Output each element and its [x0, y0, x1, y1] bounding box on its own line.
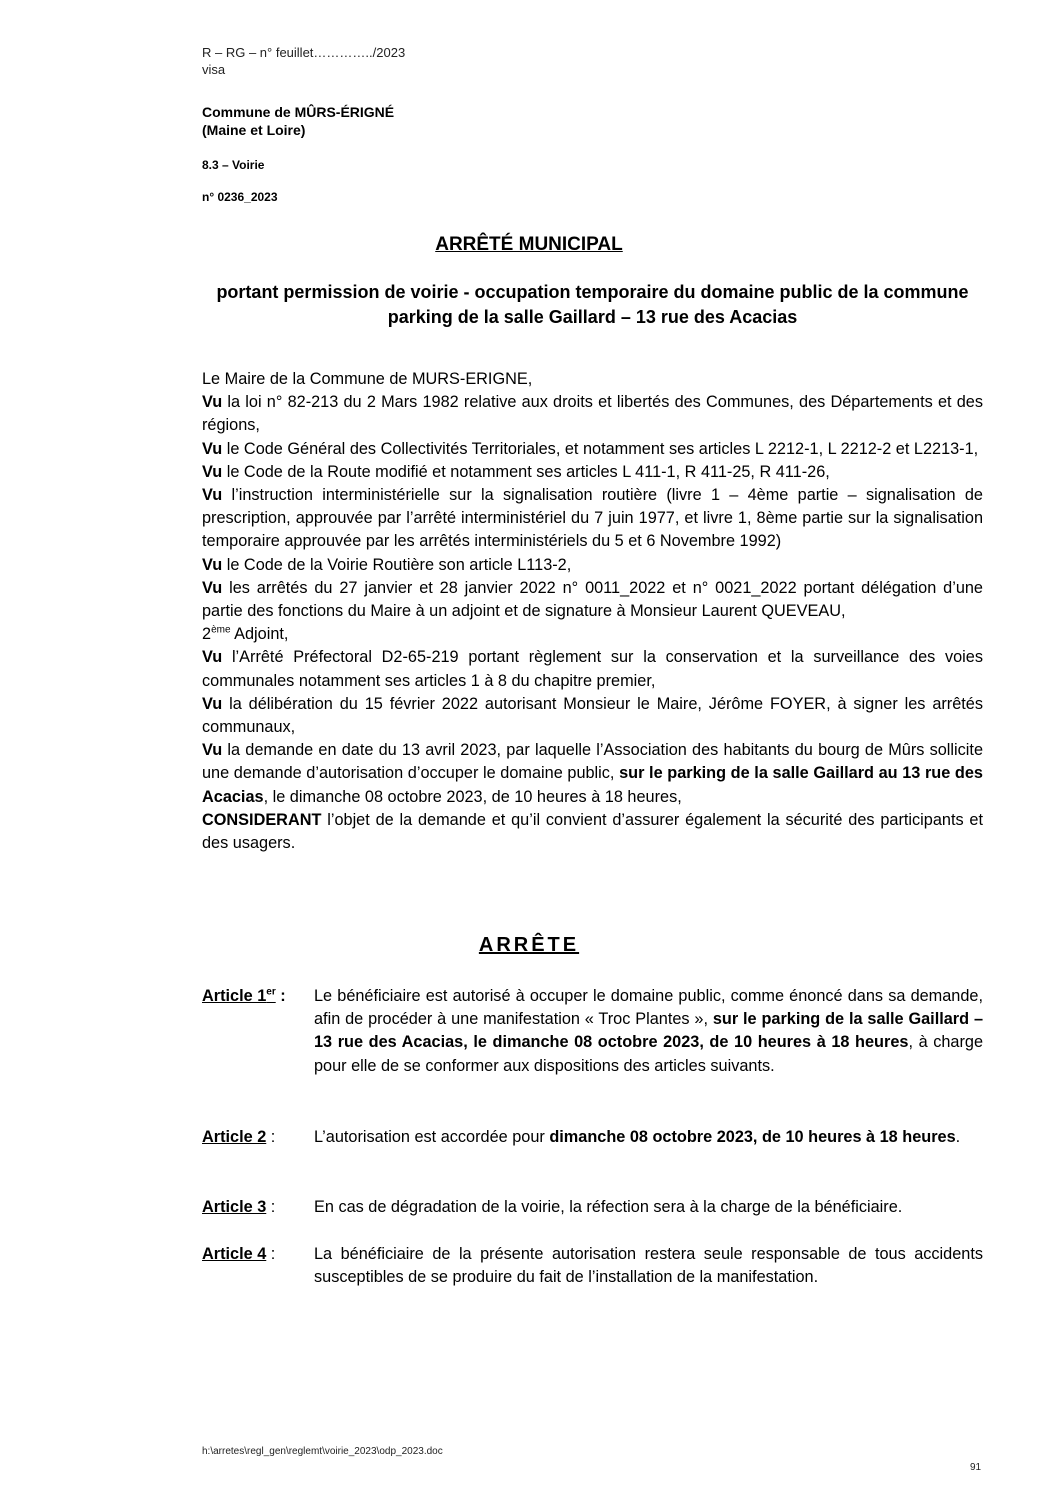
- vu-text-end: , le dimanche 08 octobre 2023, de 10 heures à 18 heures,: [263, 787, 682, 806]
- article-2-label: [202, 1126, 275, 1149]
- vu-keyword: Vu: [202, 648, 223, 667]
- vu-text: le Code de la Voirie Routière son article L113-2,: [226, 555, 572, 574]
- vu-clause: [202, 577, 983, 647]
- considerant-text: l’objet de la demande et qu’il convient d’assurer également la sécurité des participants et des usagers.: [202, 810, 983, 853]
- vu-keyword: Vu: [202, 741, 223, 760]
- article-3-colon: :: [266, 1198, 276, 1216]
- article-1-text: [314, 985, 983, 1078]
- adjoint-rank-suffix: ème: [211, 624, 231, 636]
- department-name: (Maine et Loire): [202, 122, 306, 138]
- article-1-text-start: Le bénéficiaire est autorisé à occuper le domaine public, comme énoncé dans sa demande, afin de procéder à une manifestation « Troc Plantes »,: [314, 987, 983, 1029]
- vu-clause: [202, 554, 983, 577]
- reference-line: R – RG – n° feuillet…………../2023: [202, 45, 406, 60]
- vu-text: la délibération du 15 février 2022 autorisant Monsieur le Maire, Jérôme FOYER, à signer les arrêtés communaux,: [202, 694, 983, 737]
- vu-clause: [202, 693, 983, 739]
- article-2-text-end: .: [955, 1128, 961, 1146]
- article-1-colon: :: [275, 987, 286, 1005]
- vu-text: l’Arrêté Préfectoral D2-65-219 portant règlement sur la conservation et la surveillance des voies communales notamment ses articles 1 à 8 du chapitre premier,: [202, 648, 983, 690]
- file-path: h:\arretes\regl_gen\reglemt\voirie_2023\odp_2023.doc: [202, 1446, 443, 1457]
- vu-keyword: Vu: [202, 462, 223, 481]
- article-1-suffix: er: [266, 986, 276, 998]
- article-3-text: En cas de dégradation de la voirie, la réfection sera à la charge de la bénéficiaire.: [314, 1198, 903, 1216]
- vu-text: l’instruction interministérielle sur la signalisation routière (livre 1 – 4ème partie – signalisation de prescription, approuvée par l’arrêté interministériel du 7 juin 1977, et livre 1, 8ème partie sur la signalisation temporaire approuvée par les arrêtés interministériels du 5 et 6 Novembre 1992): [202, 486, 983, 551]
- article-3-label: [202, 1196, 275, 1219]
- article-2-colon: :: [266, 1128, 276, 1146]
- article-3-name: Article 3: [202, 1198, 267, 1216]
- vu-keyword: Vu: [202, 555, 223, 574]
- vu-keyword: Vu: [202, 486, 223, 505]
- preamble-intro: Le Maire de la Commune de MURS-ERIGNE,: [202, 370, 533, 388]
- arrete-heading: ARRÊTE: [478, 934, 580, 956]
- subtitle-line-2: parking de la salle Gaillard – 13 rue des Acacias: [387, 307, 798, 327]
- category-label: 8.3 – Voirie: [202, 158, 265, 172]
- article-1-text-end: , à charge pour elle de se conformer aux dispositions des articles suivants.: [314, 1033, 983, 1075]
- vu-keyword: Vu: [202, 694, 223, 713]
- page-title: ARRÊTÉ MUNICIPAL: [435, 234, 623, 255]
- article-4-name: Article 4: [202, 1245, 267, 1263]
- vu-clause: [202, 461, 983, 484]
- vu-clause: [202, 739, 983, 809]
- vu-clause: [202, 484, 983, 554]
- article-2-name: Article 2: [202, 1128, 267, 1146]
- vu-keyword: Vu: [202, 393, 223, 412]
- vu-text: le Code Général des Collectivités Territoriales, et notamment ses articles L 2212-1, L 2212-2 et L2213-1,: [226, 439, 979, 458]
- considerant-clause: [202, 809, 983, 855]
- subtitle-line-1: portant permission de voirie - occupation temporaire du domaine public de la commune: [216, 282, 969, 302]
- article-4-text: La bénéficiaire de la présente autorisation restera seule responsable de tous accidents susceptibles de se produire du fait de l’installation de la manifestation.: [314, 1245, 983, 1287]
- article-1-name: Article 1: [202, 987, 267, 1005]
- vu-location: sur le parking de la salle Gaillard au 13 rue des Acacias: [202, 764, 983, 806]
- preamble: [202, 368, 983, 855]
- visa-label: visa: [202, 62, 226, 77]
- vu-clause: [202, 391, 983, 437]
- vu-clause: [202, 646, 983, 692]
- vu-clause: [202, 438, 983, 461]
- article-2-bold: dimanche 08 octobre 2023, de 10 heures à 18 heures: [549, 1128, 956, 1146]
- article-4-label: [202, 1243, 275, 1266]
- commune-name: Commune de MÛRS-ÉRIGNÉ: [202, 104, 395, 120]
- vu-keyword: Vu: [202, 439, 223, 458]
- page-number: 91: [970, 1462, 982, 1473]
- vu-text: la demande en date du 13 avril 2023, par laquelle l’Association des habitants du bourg de Mûrs sollicite une demande d’autorisation d’occuper le domaine public,: [202, 741, 983, 783]
- article-1-bold: sur le parking de la salle Gaillard – 13 rue des Acacias, le dimanche 08 octobre 2023, de 10 heures à 18 heures: [314, 1010, 983, 1052]
- decree-number: n° 0236_2023: [202, 190, 278, 204]
- vu-text: le Code de la Route modifié et notamment ses articles L 411-1, R 411-25, R 411-26,: [226, 462, 830, 481]
- subtitle: [200, 281, 985, 329]
- article-1-label: [202, 985, 286, 1008]
- article-2-text-start: L’autorisation est accordée pour: [314, 1128, 550, 1146]
- article-4-colon: :: [266, 1245, 276, 1263]
- vu-text: la loi n° 82-213 du 2 Mars 1982 relative aux droits et libertés des Communes, des Départements et des régions,: [202, 393, 983, 435]
- vu-text: les arrêtés du 27 janvier et 28 janvier 2022 n° 0011_2022 et n° 0021_2022 portant délégation d’une partie des fonctions du Maire à un adjoint et de signature à Monsieur Laurent QUEVEAU,: [202, 578, 983, 621]
- adjoint-label: Adjoint,: [230, 625, 289, 644]
- article-2-text: [314, 1126, 983, 1149]
- vu-keyword: Vu: [202, 578, 223, 597]
- adjoint-rank: 2: [202, 625, 212, 644]
- considerant-keyword: CONSIDERANT: [202, 810, 322, 829]
